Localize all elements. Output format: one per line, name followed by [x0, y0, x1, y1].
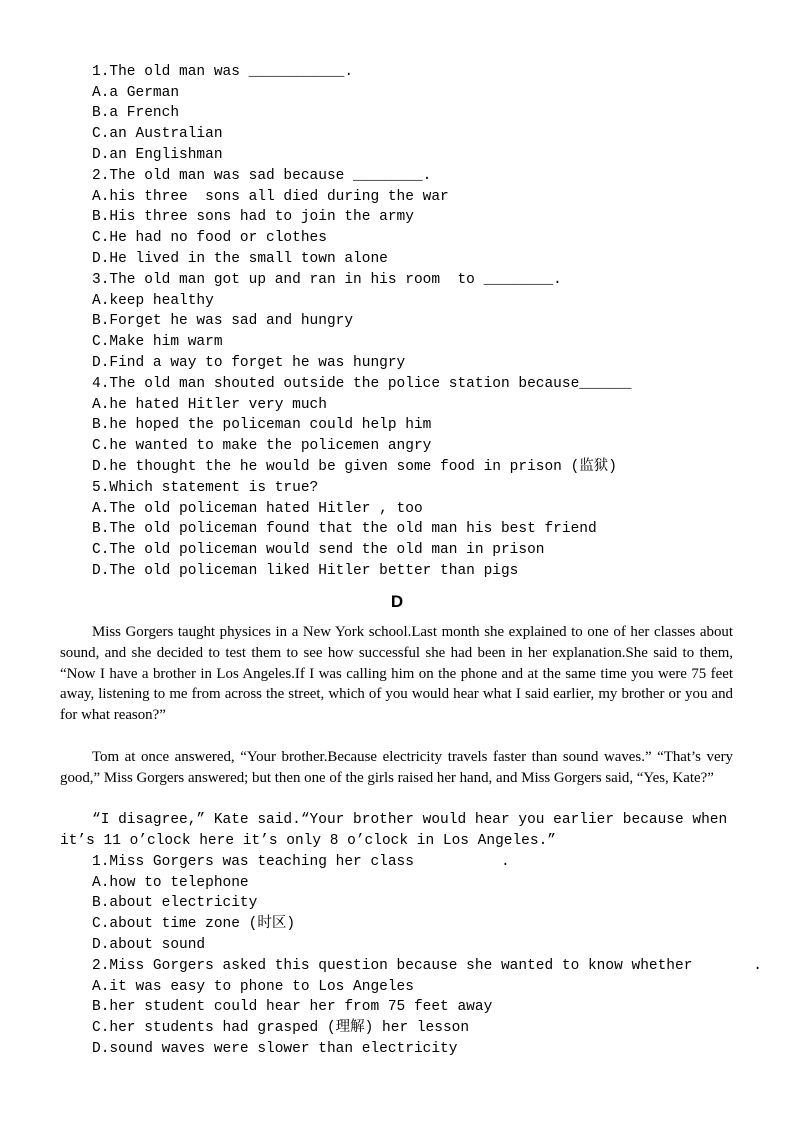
option-line: D.He lived in the small town alone [92, 251, 388, 267]
option-line: C.Make him warm [92, 334, 223, 350]
option-line: C.about time zone (时区) [92, 916, 296, 932]
option-line: A.his three sons all died during the war [92, 189, 449, 205]
option-line: B.a French [92, 105, 180, 121]
question-line: 2.The old man was sad because ________. [92, 168, 432, 184]
section-heading: D [390, 592, 404, 611]
question-line: 1.The old man was ___________. [92, 64, 354, 80]
option-line: B.he hoped the policeman could help him [92, 417, 432, 433]
option-line: A.keep healthy [92, 293, 214, 309]
option-line: B.The old policeman found that the old man his best friend [92, 521, 597, 537]
passage-paragraph: Miss Gorgers taught physices in a New York school.Last month she explained to one of her classes about sound, and she decided to test them to see how successful she had been in her explanation.She said to them, “Now I have a brother in Los Angeles.If I was calling him on the phone and at the same time you were 75 feet away, listening to me from across the street, which of you would hear what I said earlier, my brother or you and for what reason?” [60, 624, 733, 724]
question-line: 5.Which statement is true? [92, 480, 319, 496]
option-line: B.about electricity [92, 895, 258, 911]
option-line: C.The old policeman would send the old man in prison [92, 542, 545, 558]
option-line: A.a German [92, 85, 180, 101]
question-line: 2.Miss Gorgers asked this question because she wanted to know whether . [92, 958, 763, 974]
option-line: D.about sound [92, 937, 206, 953]
option-line: C.her students had grasped (理解) her lesson [92, 1020, 470, 1036]
option-line: B.her student could hear her from 75 feet away [92, 999, 493, 1015]
question-line: 1.Miss Gorgers was teaching her class . [92, 854, 510, 870]
passage-paragraph: Tom at once answered, “Your brother.Because electricity travels faster than sound waves.” “That’s very good,” Miss Gorgers answered; but then one of the girls raised her hand, and Miss Gorgers said, “Yes, Kate?” [60, 749, 733, 786]
option-line: D.The old policeman liked Hitler better than pigs [92, 563, 519, 579]
option-line: D.Find a way to forget he was hungry [92, 355, 406, 371]
question-line: 4.The old man shouted outside the police station because______ [92, 376, 632, 392]
option-line: A.he hated Hitler very much [92, 397, 327, 413]
option-line: D.he thought the he would be given some food in prison (监狱) [92, 459, 617, 475]
option-line: A.it was easy to phone to Los Angeles [92, 979, 414, 995]
passage-paragraph: “I disagree,” Kate said.“Your brother would hear you earlier because when it’s 11 o’clock here it’s only 8 o’clock in Los Angeles.” [60, 812, 728, 849]
option-line: C.he wanted to make the policemen angry [92, 438, 432, 454]
option-line: B.Forget he was sad and hungry [92, 313, 354, 329]
option-line: D.sound waves were slower than electricity [92, 1041, 458, 1057]
option-line: C.He had no food or clothes [92, 230, 327, 246]
option-line: A.how to telephone [92, 875, 249, 891]
option-line: C.an Australian [92, 126, 223, 142]
question-line: 3.The old man got up and ran in his room to ________. [92, 272, 562, 288]
option-line: A.The old policeman hated Hitler , too [92, 501, 423, 517]
option-line: D.an Englishman [92, 147, 223, 163]
option-line: B.His three sons had to join the army [92, 209, 414, 225]
